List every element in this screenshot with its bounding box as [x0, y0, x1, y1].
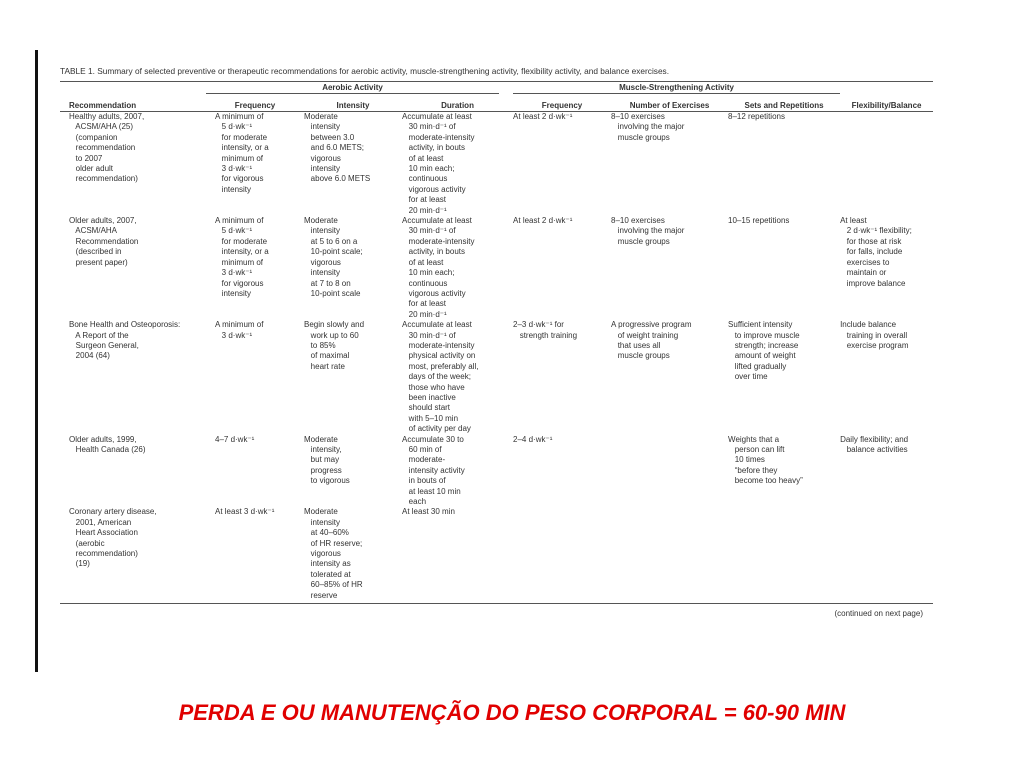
cell-flexibility-balance: Daily flexibility; and balance activities — [840, 434, 909, 454]
table-row — [60, 507, 933, 601]
cell-intensity: Moderate intensity at 40–60% of HR reserve; vigorous intensity as tolerated at 60–85% of HR reserve — [304, 507, 363, 600]
cell-duration: Accumulate at least 30 min·d⁻¹ of moderate-intensity physical activity on most, preferably all, days of the week; those who have been inactive should start with 5–10 min of activity per day — [402, 320, 479, 434]
cell-duration: Accumulate at least 30 min·d⁻¹ of moderate-intensity activity, in bouts of at least 10 min each; continuous vigorous activity for at least 20 min·d⁻¹ — [402, 112, 475, 215]
cell-ms-frequency — [513, 507, 611, 601]
cell-recommendation: Healthy adults, 2007, ACSM/AHA (25) (companion recommendation to 2007 older adult recommendation) — [69, 112, 145, 184]
cell-sets-and-repetitions: 10–15 repetitions — [728, 216, 790, 226]
cell-intensity: Moderate intensity at 5 to 6 on a 10-point scale; vigorous intensity at 7 to 8 on 10-point scale — [304, 216, 363, 298]
table-row — [60, 216, 933, 320]
table-document — [60, 66, 933, 618]
group-label-muscle: Muscle-Strengthening Activity — [513, 83, 840, 94]
cell-ms-frequency: At least 2 d·wk⁻¹ — [513, 216, 573, 226]
cell-sets-and-repetitions: 8–12 repetitions — [728, 112, 785, 121]
cell-flexibility-balance: At least 2 d·wk⁻¹ flexibility; for those at risk for falls, include exercises to maintain or improve balance — [840, 216, 912, 288]
col-header-number-of-exercises: Number of Exercises — [629, 100, 710, 110]
cell-frequency: A minimum of 5 d·wk⁻¹ for moderate intensity, or a minimum of 3 d·wk⁻¹ for vigorous intensity — [215, 216, 269, 298]
group-spacer — [840, 82, 933, 94]
cell-recommendation: Older adults, 2007, ACSM/AHA Recommendation (described in present paper) — [69, 216, 139, 267]
cell-number-of-exercises — [611, 435, 728, 508]
footer-banner: PERDA E OU MANUTENÇÃO DO PESO CORPORAL = 60-90 MIN — [178, 700, 846, 725]
cell-duration: At least 30 min — [402, 507, 455, 517]
cell-recommendation: Older adults, 1999, Health Canada (26) — [69, 434, 146, 454]
cell-frequency: At least 3 d·wk⁻¹ — [215, 507, 275, 517]
cell-intensity: Begin slowly and work up to 60 to 85% of maximal heart rate — [304, 320, 365, 371]
col-header-ms-frequency: Frequency — [541, 100, 583, 110]
group-spacer — [60, 82, 206, 94]
col-header-sets-and-repetitions: Sets and Repetitions — [744, 100, 824, 110]
recommendations-table — [60, 82, 933, 601]
col-header-recommendation: Recommendation — [69, 100, 137, 110]
cell-flexibility-balance — [840, 112, 933, 217]
left-margin-bar — [35, 50, 38, 672]
cell-number-of-exercises: 8–10 exercises involving the major muscle groups — [611, 216, 685, 246]
col-header-frequency: Frequency — [234, 100, 276, 110]
table-row — [60, 320, 933, 434]
cell-number-of-exercises: A progressive program of weight training that uses all muscle groups — [611, 320, 692, 361]
cell-sets-and-repetitions — [728, 507, 840, 601]
cell-sets-and-repetitions: Sufficient intensity to improve muscle strength; increase amount of weight lifted gradually over time — [728, 320, 800, 382]
col-header-intensity: Intensity — [336, 100, 370, 110]
cell-duration: Accumulate 30 to 60 min of moderate- intensity activity in bouts of at least 10 min each — [402, 434, 465, 507]
group-header-muscle — [513, 82, 840, 94]
cell-flexibility-balance: Include balance training in overall exercise program — [840, 320, 909, 350]
cell-recommendation: Bone Health and Osteoporosis: A Report of the Surgeon General, 2004 (64) — [69, 320, 181, 361]
table-row — [60, 435, 933, 508]
cell-frequency: A minimum of 5 d·wk⁻¹ for moderate intensity, or a minimum of 3 d·wk⁻¹ for vigorous intensity — [215, 112, 269, 194]
cell-recommendation: Coronary artery disease, 2001, American Heart Association (aerobic recommendation) (19) — [69, 507, 157, 569]
col-header-duration: Duration — [441, 100, 474, 110]
bottom-rule — [60, 603, 933, 604]
cell-number-of-exercises: 8–10 exercises involving the major muscle groups — [611, 112, 685, 142]
cell-intensity: Moderate intensity, but may progress to vigorous — [304, 434, 350, 486]
cell-duration: Accumulate at least 30 min·d⁻¹ of moderate-intensity activity, in bouts of at least 10 min each; continuous vigorous activity for at least 20 min·d⁻¹ — [402, 216, 475, 319]
cell-number-of-exercises — [611, 507, 728, 601]
cell-ms-frequency: 2–4 d·wk⁻¹ — [513, 434, 553, 444]
cell-frequency: 4–7 d·wk⁻¹ — [215, 434, 255, 444]
cell-ms-frequency: At least 2 d·wk⁻¹ — [513, 112, 573, 121]
cell-ms-frequency: 2–3 d·wk⁻¹ for strength training — [513, 320, 578, 340]
cell-sets-and-repetitions: Weights that a person can lift 10 times “before they become too heavy” — [728, 434, 803, 486]
cell-intensity: Moderate intensity between 3.0 and 6.0 METS; vigorous intensity above 6.0 METS — [304, 112, 371, 184]
group-label-aerobic: Aerobic Activity — [206, 83, 499, 94]
table-row — [60, 112, 933, 217]
group-header-aerobic — [206, 82, 513, 94]
table-caption: TABLE 1. Summary of selected preventive or therapeutic recommendations for aerobic activity, muscle-strengthening activity, flexibility activity, and balance exercises. — [60, 66, 670, 76]
cell-frequency: A minimum of 3 d·wk⁻¹ — [215, 320, 264, 340]
cell-flexibility-balance — [840, 507, 933, 601]
continued-note: (continued on next page) — [834, 609, 923, 619]
col-header-flexibility-balance: Flexibility/Balance — [851, 100, 922, 110]
